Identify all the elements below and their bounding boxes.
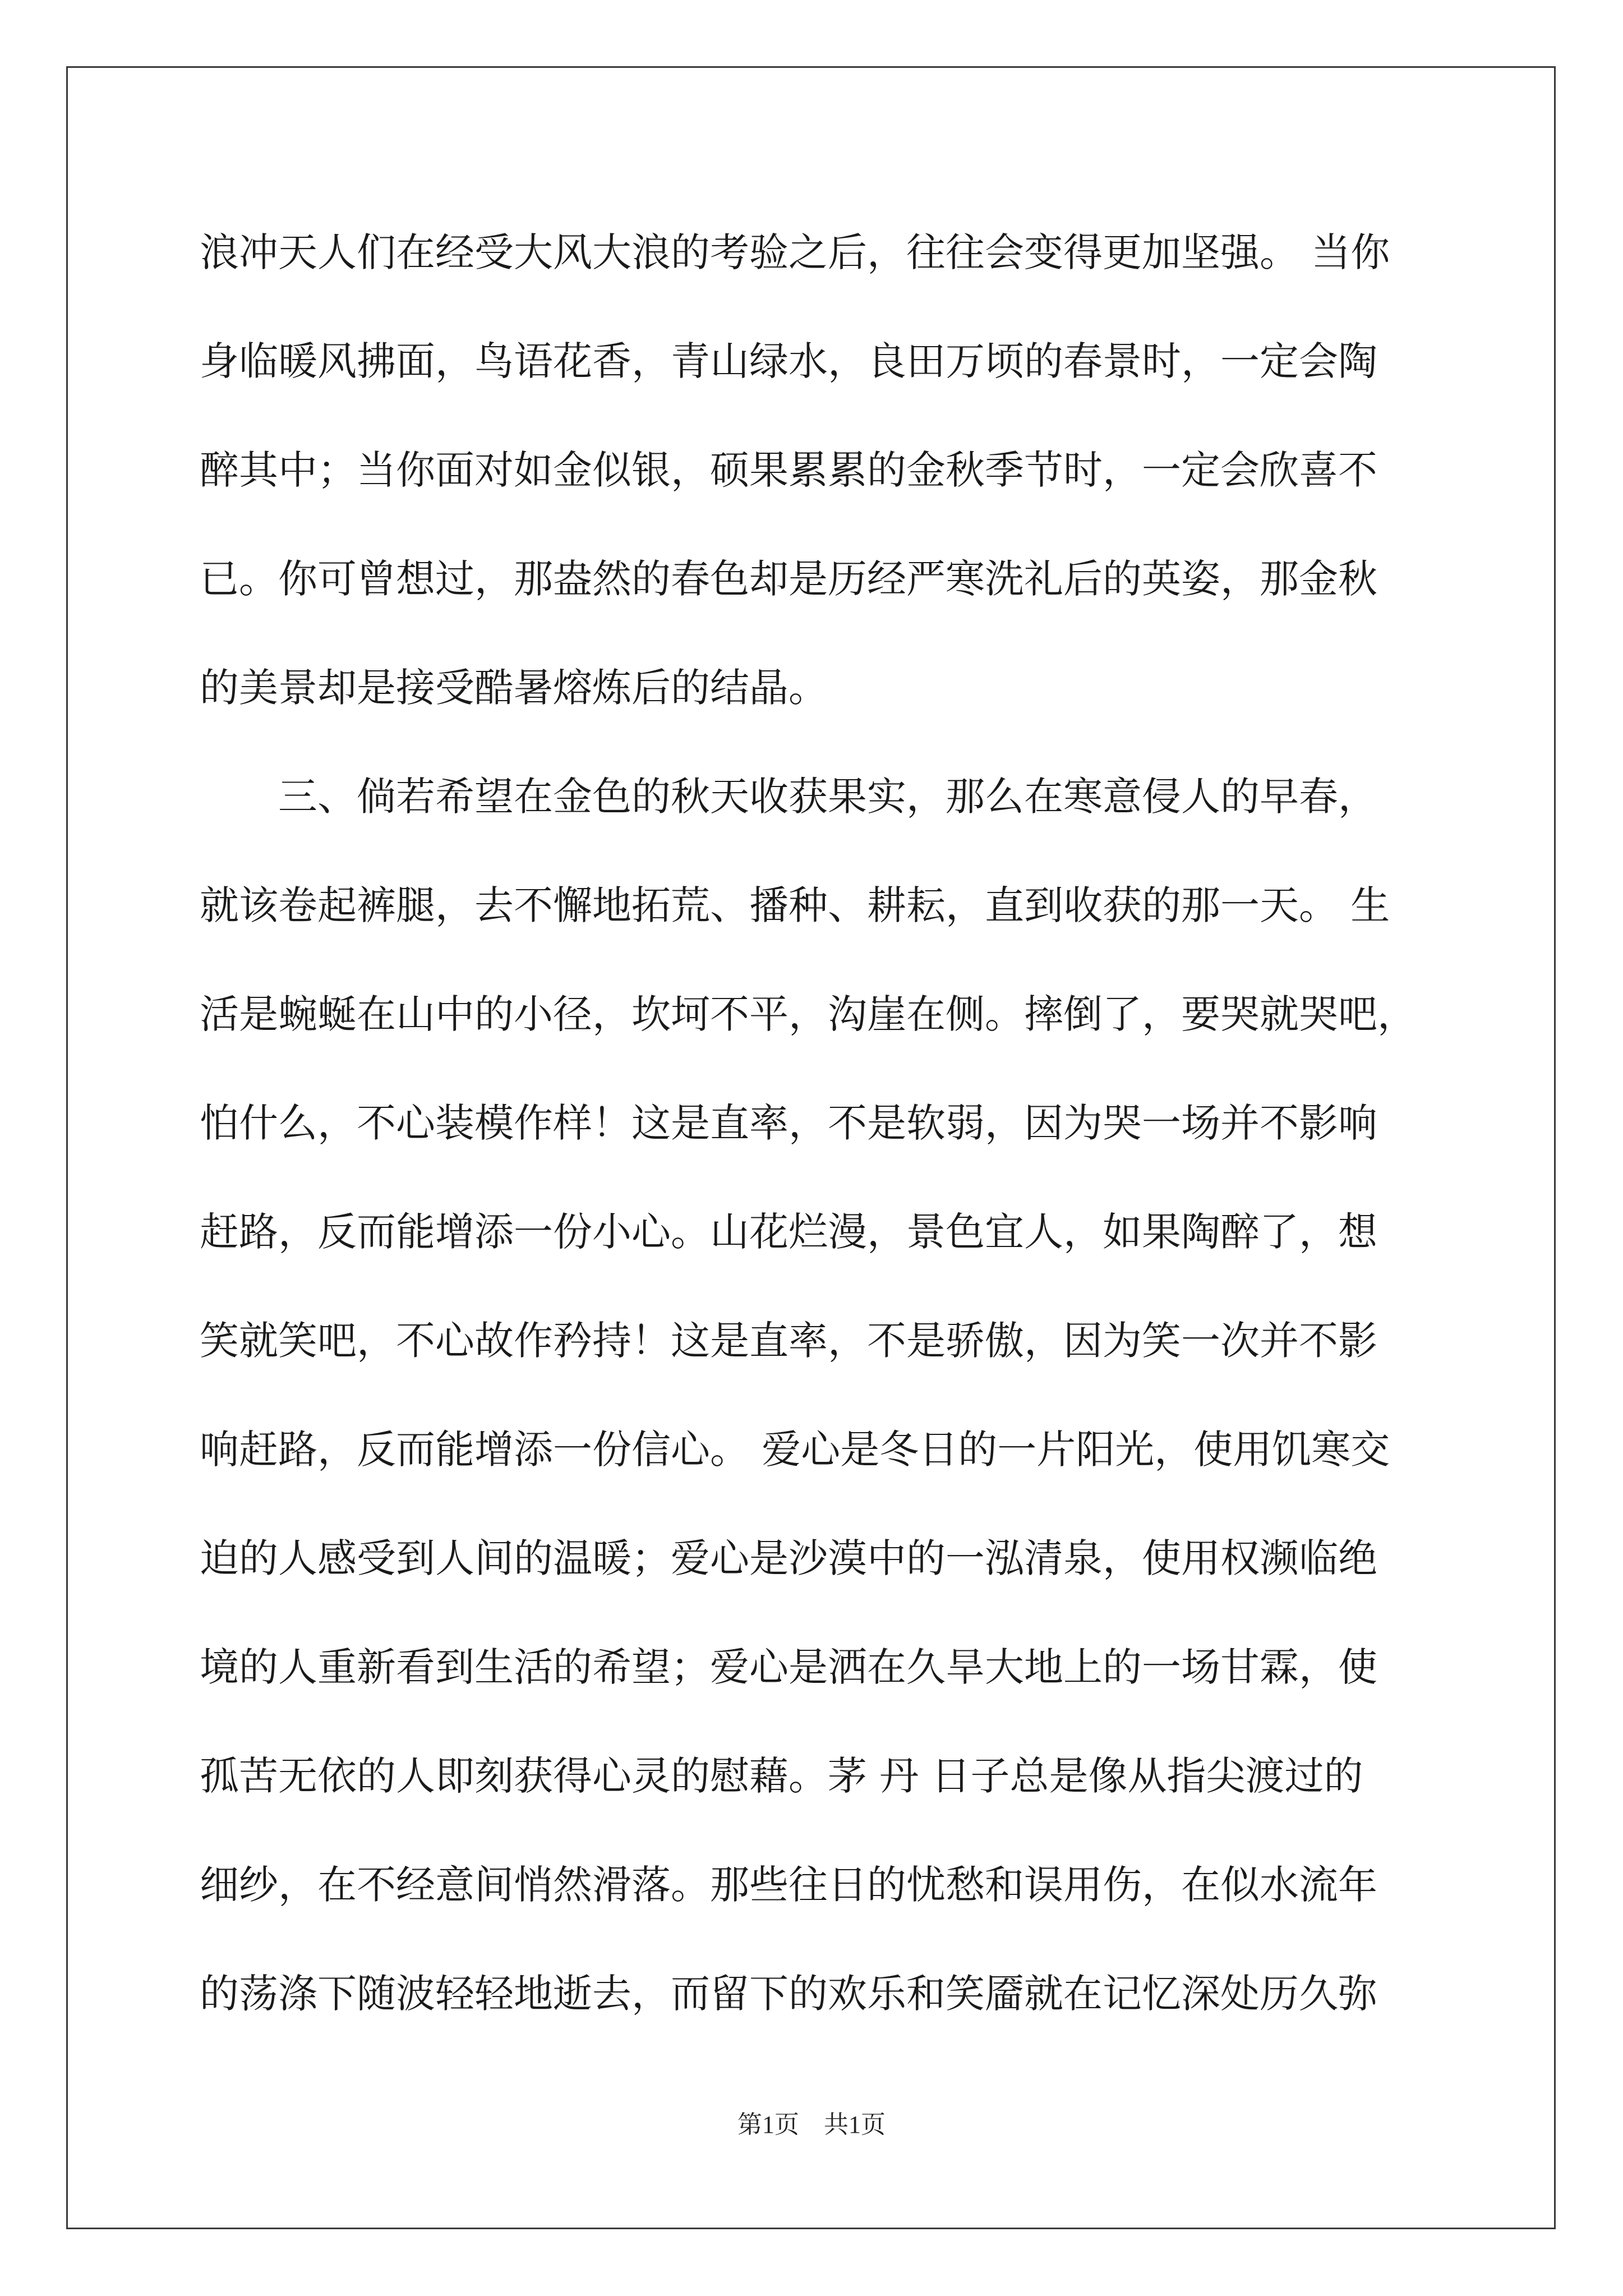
- document-body: [200, 222, 1422, 2072]
- text-line: 怕什么，不心装模作样！这是直率，不是软弱，因为哭一场并不影响: [200, 1100, 1377, 1146]
- text-line: 孤苦无依的人即刻获得心灵的慰藉。茅 丹 日子总是像从指尖渡过的: [200, 1753, 1363, 1799]
- text-line: 迫的人感受到人间的温暖；爱心是沙漠中的一泓清泉，使用权濒临绝: [200, 1535, 1377, 1581]
- text-line: 醉其中；当你面对如金似银，硕果累累的金秋季节时，一定会欣喜不: [200, 447, 1377, 493]
- text-line: 笑就笑吧，不心故作矜持！这是直率，不是骄傲，因为笑一次并不影: [200, 1318, 1377, 1364]
- text-line: 的美景却是接受酷暑熔炼后的结晶。: [200, 665, 828, 711]
- page-number-footer: 第1页 共1页: [737, 2111, 886, 2138]
- text-line: 身临暖风拂面，鸟语花香，青山绿水，良田万顷的春景时，一定会陶: [200, 338, 1377, 384]
- text-line: 已。你可曾想过，那盎然的春色却是历经严寒洗礼后的英姿，那金秋: [200, 556, 1377, 602]
- text-line: 三、倘若希望在金色的秋天收获果实，那么在寒意侵人的早春，: [200, 774, 1377, 820]
- text-line: 就该卷起裤腿，去不懈地拓荒、播种、耕耘，直到收获的那一天。 生: [200, 882, 1390, 928]
- text-line: 响赶路，反而能增添一份信心。 爱心是冬日的一片阳光，使用饥寒交: [200, 1427, 1390, 1473]
- text-line: 浪冲天人们在经受大风大浪的考验之后，往往会变得更加坚强。 当你: [200, 229, 1390, 275]
- text-line: 的荡涤下随波轻轻地逝去，而留下的欢乐和笑靥就在记忆深处历久弥: [200, 1971, 1377, 2017]
- text-line: 细纱，在不经意间悄然滑落。那些往日的忧愁和误用伤，在似水流年: [200, 1862, 1377, 1908]
- text-line: 境的人重新看到生活的希望；爱心是洒在久旱大地上的一场甘霖，使: [200, 1644, 1377, 1690]
- text-line: 赶路，反而能增添一份小心。山花烂漫，景色宜人，如果陶醉了，想: [200, 1209, 1377, 1255]
- text-line: 活是蜿蜒在山中的小径，坎坷不平，沟崖在侧。摔倒了，要哭就哭吧，: [200, 991, 1417, 1037]
